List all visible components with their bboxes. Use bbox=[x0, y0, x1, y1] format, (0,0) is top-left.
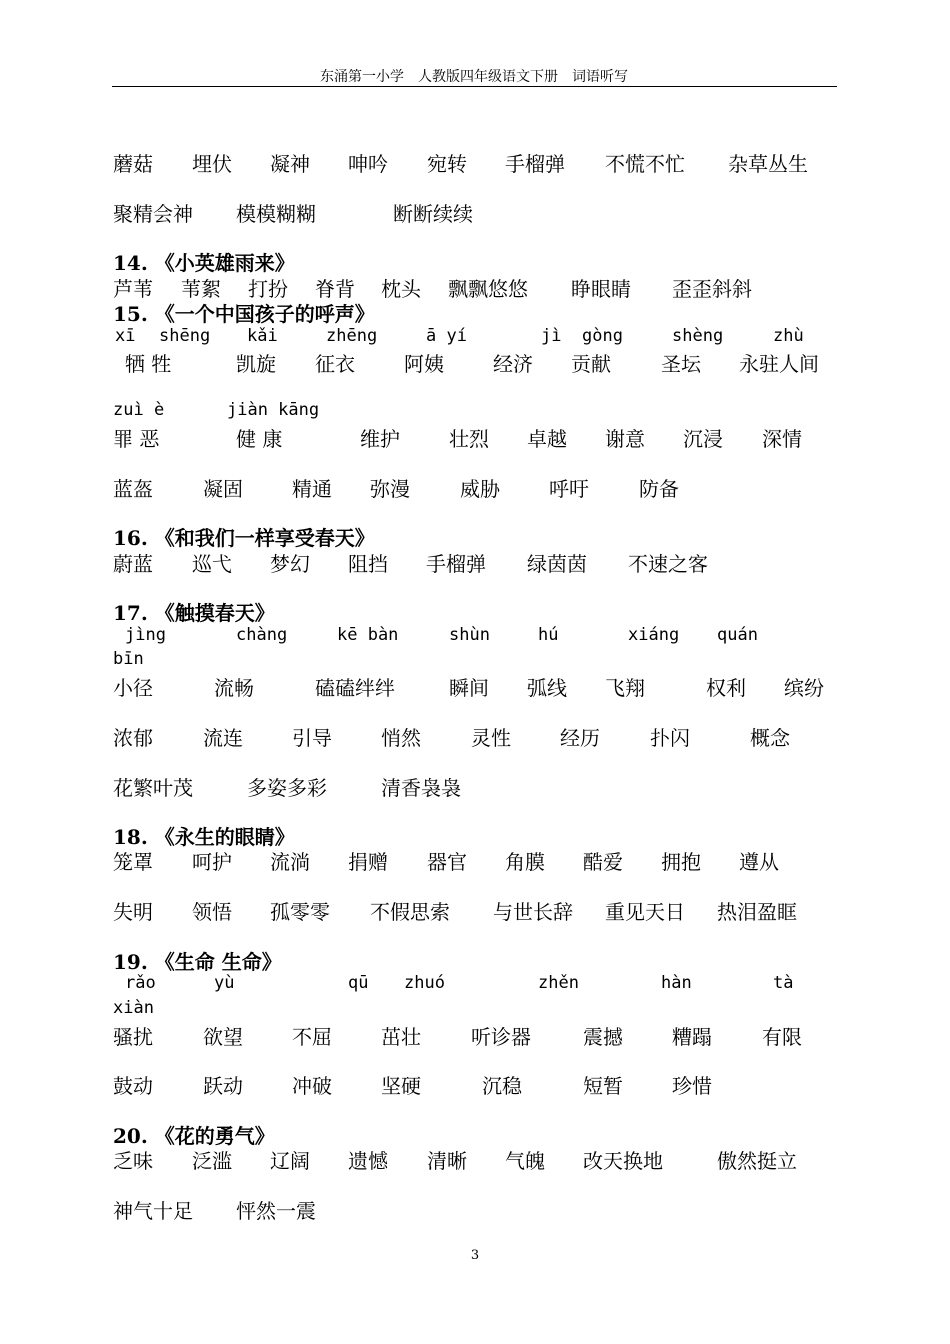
vocab-word: 模模糊糊 bbox=[236, 202, 316, 226]
pinyin-annotation: gòng bbox=[582, 326, 623, 346]
vocab-word: 不屈 bbox=[292, 1025, 332, 1049]
lesson-title: 15. 《一个中国孩子的呼声》 bbox=[113, 302, 375, 326]
vocab-word: 器官 bbox=[427, 850, 467, 874]
vocab-word: 改天换地 bbox=[583, 1149, 663, 1173]
vocab-word: 呵护 bbox=[192, 850, 232, 874]
vocab-word: 弥漫 bbox=[370, 477, 410, 501]
pinyin-annotation: zhěn bbox=[538, 973, 579, 993]
vocab-word: 热泪盈眶 bbox=[717, 900, 797, 924]
pinyin-annotation: kǎi bbox=[247, 326, 278, 346]
vocab-word: 花繁叶茂 bbox=[113, 776, 193, 800]
vocab-word: 手榴弹 bbox=[505, 152, 565, 176]
pinyin-annotation: quán bbox=[717, 625, 758, 645]
vocab-word: 蘑菇 bbox=[113, 152, 153, 176]
vocab-word: 短暂 bbox=[583, 1074, 623, 1098]
pinyin-annotation: hàn bbox=[661, 973, 692, 993]
vocab-word: 圣坛 bbox=[661, 352, 701, 376]
vocab-word: 冲破 bbox=[292, 1074, 332, 1098]
vocab-word: 清晰 bbox=[427, 1149, 467, 1173]
vocab-word: 维护 bbox=[360, 427, 400, 451]
vocab-word: 手榴弹 bbox=[426, 552, 486, 576]
vocab-word: 打扮 bbox=[248, 277, 288, 301]
pinyin-annotation: bīn bbox=[113, 649, 144, 669]
vocab-word: 有限 bbox=[762, 1025, 802, 1049]
vocab-word: 糟蹋 bbox=[672, 1025, 712, 1049]
vocab-word: 灵性 bbox=[471, 726, 511, 750]
vocab-word: 权利 bbox=[706, 676, 746, 700]
vocab-word: 瞬间 bbox=[449, 676, 489, 700]
vocab-word: 扑闪 bbox=[650, 726, 690, 750]
vocab-word: 气魄 bbox=[505, 1149, 545, 1173]
pinyin-annotation: shèng bbox=[672, 326, 724, 346]
vocab-word: 蓝盔 bbox=[113, 477, 153, 501]
vocab-word: 经历 bbox=[560, 726, 600, 750]
vocab-word: 杂草丛生 bbox=[728, 152, 808, 176]
vocab-word: 经济 bbox=[493, 352, 533, 376]
vocab-word: 引导 bbox=[292, 726, 332, 750]
page-number: 3 bbox=[470, 1248, 480, 1263]
pinyin-annotation: jìng bbox=[125, 625, 166, 645]
vocab-word: 宛转 bbox=[427, 152, 467, 176]
vocab-word: 永驻人间 bbox=[739, 352, 819, 376]
lesson-title: 14. 《小英雄雨来》 bbox=[113, 251, 295, 275]
vocab-word: 征衣 bbox=[315, 352, 355, 376]
vocab-word: 断断续续 bbox=[393, 202, 473, 226]
vocab-word: 泛滥 bbox=[192, 1149, 232, 1173]
vocab-word: 埋伏 bbox=[192, 152, 232, 176]
vocab-word: 听诊器 bbox=[471, 1025, 531, 1049]
vocab-word: 概念 bbox=[750, 726, 790, 750]
vocab-word: 不速之客 bbox=[628, 552, 708, 576]
vocab-word: 不慌不忙 bbox=[605, 152, 685, 176]
vocab-word: 遗憾 bbox=[348, 1149, 388, 1173]
vocab-word: 苇絮 bbox=[181, 277, 221, 301]
vocab-word: 脊背 bbox=[315, 277, 355, 301]
vocab-word: 角膜 bbox=[505, 850, 545, 874]
pinyin-annotation: zhù bbox=[773, 326, 804, 346]
lesson-title: 18. 《永生的眼睛》 bbox=[113, 825, 295, 849]
vocab-word: 飞翔 bbox=[605, 676, 645, 700]
vocab-word: 骚扰 bbox=[113, 1025, 153, 1049]
vocab-word: 流淌 bbox=[270, 850, 310, 874]
vocab-word: 捐赠 bbox=[348, 850, 388, 874]
vocab-word: 辽阔 bbox=[270, 1149, 310, 1173]
vocab-word: 神气十足 bbox=[113, 1199, 193, 1223]
page-header: 东涌第一小学 人教版四年级语文下册 词语听写 bbox=[320, 69, 628, 85]
vocab-word: 歪歪斜斜 bbox=[672, 277, 752, 301]
vocab-word: 茁壮 bbox=[381, 1025, 421, 1049]
pinyin-annotation: shēng bbox=[159, 326, 211, 346]
pinyin-annotation: jiàn kāng bbox=[227, 400, 320, 420]
vocab-word: 傲然挺立 bbox=[717, 1149, 797, 1173]
pinyin-annotation: kē bàn bbox=[337, 625, 399, 645]
vocab-word: 精通 bbox=[292, 477, 332, 501]
vocab-word: 拥抱 bbox=[661, 850, 701, 874]
pinyin-annotation: chàng bbox=[236, 625, 288, 645]
pinyin-annotation: rǎo bbox=[125, 973, 156, 993]
pinyin-annotation: shùn bbox=[449, 625, 490, 645]
vocab-word: 弧线 bbox=[527, 676, 567, 700]
vocab-word: 蔚蓝 bbox=[113, 552, 153, 576]
vocab-word: 震撼 bbox=[583, 1025, 623, 1049]
vocab-word: 怦然一震 bbox=[236, 1199, 316, 1223]
vocab-word: 不假思索 bbox=[370, 900, 450, 924]
vocab-word: 沉稳 bbox=[482, 1074, 522, 1098]
vocab-word: 呼吁 bbox=[549, 477, 589, 501]
vocab-word: 健 康 bbox=[236, 427, 283, 451]
vocab-word: 绿茵茵 bbox=[527, 552, 587, 576]
vocab-word: 飘飘悠悠 bbox=[448, 277, 528, 301]
vocab-word: 孤零零 bbox=[270, 900, 330, 924]
vocab-word: 枕头 bbox=[381, 277, 421, 301]
header-divider bbox=[112, 86, 837, 87]
vocab-word: 清香袅袅 bbox=[381, 776, 461, 800]
lesson-title: 20. 《花的勇气》 bbox=[113, 1124, 275, 1148]
vocab-word: 鼓动 bbox=[113, 1074, 153, 1098]
vocab-word: 流畅 bbox=[214, 676, 254, 700]
vocab-word: 珍惜 bbox=[672, 1074, 712, 1098]
vocab-word: 乏味 bbox=[113, 1149, 153, 1173]
vocab-word: 谢意 bbox=[605, 427, 645, 451]
vocab-word: 凯旋 bbox=[236, 352, 276, 376]
vocab-word: 重见天日 bbox=[605, 900, 685, 924]
pinyin-annotation: xiáng bbox=[628, 625, 680, 645]
vocab-word: 阿姨 bbox=[404, 352, 444, 376]
vocab-word: 多姿多彩 bbox=[247, 776, 327, 800]
vocab-word: 巡弋 bbox=[192, 552, 232, 576]
vocab-word: 壮烈 bbox=[449, 427, 489, 451]
vocab-word: 贡献 bbox=[571, 352, 611, 376]
pinyin-annotation: yù bbox=[214, 973, 235, 993]
pinyin-annotation: qū bbox=[348, 973, 369, 993]
vocab-word: 跃动 bbox=[203, 1074, 243, 1098]
lesson-title: 16. 《和我们一样享受春天》 bbox=[113, 526, 375, 550]
vocab-word: 与世长辞 bbox=[493, 900, 573, 924]
lesson-title: 19. 《生命 生命》 bbox=[113, 950, 282, 974]
vocab-word: 凝神 bbox=[270, 152, 310, 176]
vocab-word: 防备 bbox=[639, 477, 679, 501]
vocab-word: 欲望 bbox=[203, 1025, 243, 1049]
vocab-word: 威胁 bbox=[460, 477, 500, 501]
vocab-word: 笼罩 bbox=[113, 850, 153, 874]
vocab-word: 遵从 bbox=[739, 850, 779, 874]
vocab-word: 梦幻 bbox=[270, 552, 310, 576]
pinyin-annotation: xī bbox=[115, 326, 136, 346]
vocab-word: 阻挡 bbox=[348, 552, 388, 576]
vocab-word: 小径 bbox=[113, 676, 153, 700]
pinyin-annotation: jì bbox=[541, 326, 562, 346]
vocab-word: 缤纷 bbox=[784, 676, 824, 700]
vocab-word: 芦苇 bbox=[113, 277, 153, 301]
vocab-word: 悄然 bbox=[381, 726, 421, 750]
pinyin-annotation: zuì è bbox=[113, 400, 165, 420]
vocab-word: 深情 bbox=[762, 427, 802, 451]
vocab-word: 失明 bbox=[113, 900, 153, 924]
vocab-word: 流连 bbox=[203, 726, 243, 750]
pinyin-annotation: hú bbox=[538, 625, 559, 645]
pinyin-annotation: zhēng bbox=[326, 326, 378, 346]
vocab-word: 坚硬 bbox=[381, 1074, 421, 1098]
vocab-word: 磕磕绊绊 bbox=[315, 676, 395, 700]
vocab-word: 沉浸 bbox=[683, 427, 723, 451]
vocab-word: 领悟 bbox=[192, 900, 232, 924]
vocab-word: 聚精会神 bbox=[113, 202, 193, 226]
vocab-word: 凝固 bbox=[203, 477, 243, 501]
pinyin-annotation: zhuó bbox=[404, 973, 445, 993]
vocab-word: 浓郁 bbox=[113, 726, 153, 750]
vocab-word: 睁眼睛 bbox=[571, 277, 631, 301]
vocab-word: 牺 牲 bbox=[125, 352, 172, 376]
vocab-word: 卓越 bbox=[527, 427, 567, 451]
lesson-title: 17. 《触摸春天》 bbox=[113, 601, 275, 625]
vocab-word: 罪 恶 bbox=[113, 427, 160, 451]
pinyin-annotation: tà bbox=[773, 973, 794, 993]
pinyin-annotation: ā yí bbox=[426, 326, 467, 346]
vocab-word: 呻吟 bbox=[348, 152, 388, 176]
pinyin-annotation: xiàn bbox=[113, 998, 154, 1018]
vocab-word: 酷爱 bbox=[583, 850, 623, 874]
